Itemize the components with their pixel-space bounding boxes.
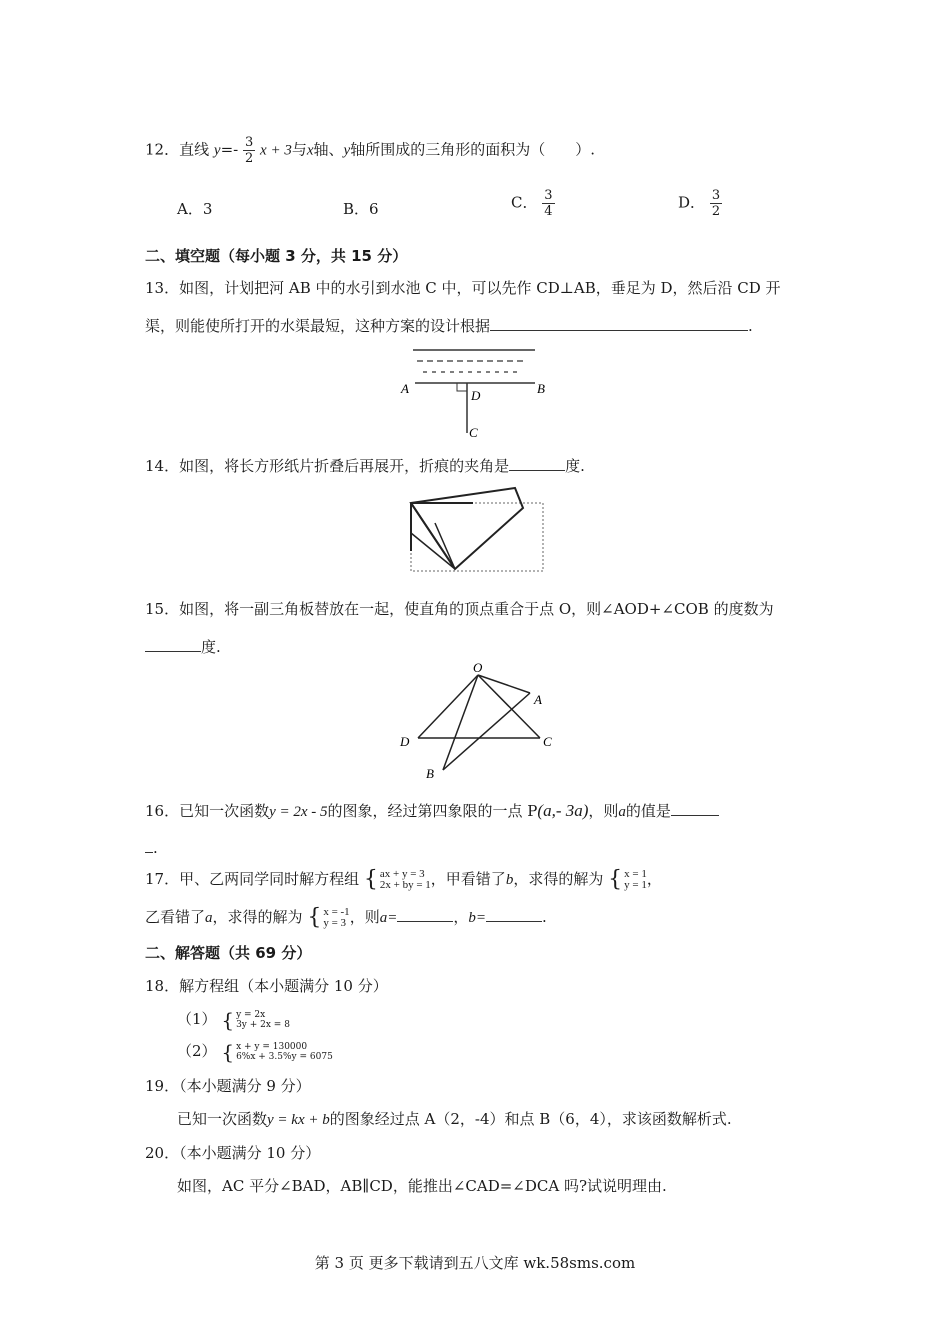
q17-a-blank[interactable] — [397, 907, 453, 922]
q16-line2: . — [145, 838, 158, 857]
q19-equation: y = kx + b — [267, 1112, 330, 1128]
q20-stem: 如图，AC 平分∠BAD，AB∥CD，能推出∠CAD=∠DCA 吗?试说明理由. — [177, 1177, 667, 1195]
q14-answer-blank[interactable] — [509, 456, 565, 471]
q17-line2: 乙看错了a，求得的解为 { x = -1 y = 3 ，则a= ，b= . — [145, 905, 547, 930]
q14-stem: 14．如图，将长方形纸片折叠后再展开，折痕的夹角是 度. — [145, 457, 585, 475]
q15-line1: 15．如图，将一副三角板替放在一起，使直角的顶点重合于点 O，则∠AOD+∠COB 的度数为 — [145, 600, 774, 618]
label-a: A — [534, 692, 542, 707]
q15-figure — [395, 660, 560, 782]
q17-solution-1: x = 1 y = 1 — [624, 868, 647, 891]
q18-system-2: x + y = 130000 6%x + 3.5%y = 6075 — [236, 1042, 333, 1062]
crease-2 — [435, 523, 455, 569]
label-d: D — [471, 388, 481, 403]
q17-line1: 17．甲、乙两同学同时解方程组 { ax + y = 3 2x + by = 1 ，甲看错了b，求得的解为 { x = 1 y = 1 ， — [145, 867, 662, 892]
section-fill-blank-heading: 二、填空题（每小题 3 分，共 15 分） — [145, 247, 408, 265]
paper-outline — [411, 503, 543, 571]
label-c: C — [469, 425, 478, 440]
section-solutions-heading: 二、解答题（共 69 分） — [145, 944, 312, 962]
q18-system-1: y = 2x 3y + 2x = 8 — [236, 1010, 290, 1030]
segment-ob — [443, 675, 478, 770]
label-c: C — [543, 734, 552, 749]
q13-line2: 渠，则能使所打开的水渠最短，这种方案的设计根据 . — [145, 317, 753, 335]
label-a: A — [401, 381, 409, 396]
q13-figure — [395, 345, 555, 440]
q20-title: 20．（本小题满分 10 分） — [145, 1144, 321, 1162]
q17-b-blank[interactable] — [486, 907, 542, 922]
q13-line1: 13．如图，计划把河 AB 中的水引到水池 C 中，可以先作 CD⊥AB，垂足为 D，然后沿 CD 开 — [145, 279, 781, 297]
q17-system: ax + y = 3 2x + by = 1 — [379, 868, 431, 891]
q15-line2: 度. — [145, 636, 221, 657]
label-b: B — [426, 766, 434, 781]
q17-solution-2: x = -1 y = 3 — [323, 906, 350, 929]
q12-eq-lhs: y — [213, 142, 221, 159]
q12-option-a: A．3 — [177, 200, 213, 218]
label-o: O — [473, 660, 483, 675]
q19-title: 19．（本小题满分 9 分） — [145, 1077, 311, 1095]
segment-oc — [478, 675, 540, 738]
segment-ab — [443, 693, 530, 770]
q12-fraction: $\frac{3}{2}$ — [244, 135, 254, 166]
crease-3 — [411, 533, 455, 569]
q14-figure — [405, 483, 550, 575]
crease-1 — [411, 503, 455, 569]
q12-option-c: C． $\frac{3}{4}$ — [511, 188, 553, 219]
label-b: B — [537, 381, 545, 396]
right-angle-mark — [457, 383, 467, 391]
segment-oa — [478, 675, 530, 693]
segment-od — [418, 675, 478, 738]
q15-answer-blank[interactable] — [145, 637, 201, 652]
q12-stem: 12．直线 y=- $\frac{3}{2}$ x + 3与x轴、y轴所围成的三角形的面积为（ ）. — [145, 135, 595, 166]
q16-stem: 16．已知一次函数y = 2x - 5的图象，经过第四象限的一点 P(a,- 3a)，则a的值是 — [145, 800, 719, 821]
q16-answer-blank[interactable] — [671, 801, 719, 816]
q16-equation: y = 2x - 5 — [269, 804, 328, 820]
q19-stem: 已知一次函数y = kx + b的图象经过点 A（2，-4）和点 B（6，4），求该函数解析式. — [177, 1110, 732, 1128]
q18-part1: （1） { y = 2x 3y + 2x = 8 — [177, 1008, 290, 1032]
page-footer: 第 3 页 更多下载请到五八文库 wk.58sms.com — [314, 1254, 636, 1272]
label-d: D — [400, 734, 410, 749]
q18-part2: （2） { x + y = 130000 6%x + 3.5%y = 6075 — [177, 1040, 333, 1064]
q12-option-b: B．6 — [343, 200, 379, 218]
q13-answer-blank[interactable] — [490, 316, 748, 331]
q18-title: 18．解方程组（本小题满分 10 分） — [145, 977, 388, 995]
q12-option-d: D． $\frac{3}{2}$ — [678, 188, 721, 219]
